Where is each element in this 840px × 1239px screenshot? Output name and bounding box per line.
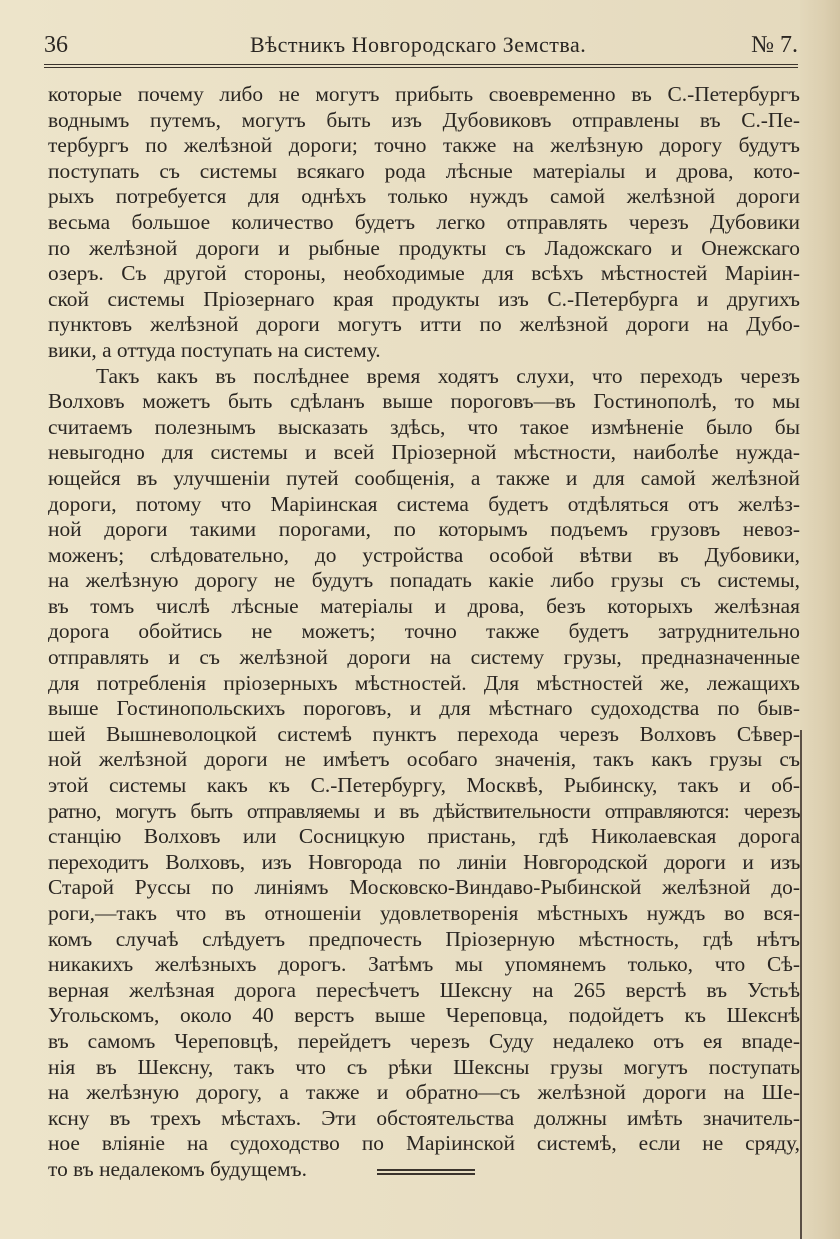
text-line: ратно, могутъ быть отправляемы и въ дѣйствительности отправляются: черезъ — [48, 798, 800, 823]
end-rule-2 — [377, 1173, 475, 1175]
text-line: станцію Волховъ или Сосницкую пристань, гдѣ Николаевская дорога — [48, 824, 800, 849]
header-rule — [44, 64, 798, 65]
text-line: ной дороги такими порогами, по которымъ подъемъ грузовъ невоз- — [48, 517, 800, 542]
journal-title: Вѣстникъ Новгородскаго Земства. — [250, 32, 587, 57]
text-line: Волховъ можетъ быть сдѣланъ выше пороговъ—въ Гостинополѣ, то мы — [48, 389, 800, 414]
text-line: озеръ. Съ другой стороны, необходимые для всѣхъ мѣстностей Маріин- — [48, 261, 800, 286]
text-line: рыхъ потребуется для однѣхъ только нуждъ самой желѣзной дороги — [48, 184, 800, 209]
text-line: которые почему либо не могутъ прибыть своевременно въ С.-Петербургъ — [48, 82, 800, 106]
text-line: верная желѣзная дорога пересѣчетъ Шексну на 265 верстѣ въ Устьѣ — [48, 977, 800, 1002]
text-line: по желѣзной дороги и рыбные продукты съ Ладожскаго и Онежскаго — [48, 235, 800, 260]
text-line: нія въ Шексну, такъ что съ рѣки Шексны грузы могутъ поступать — [48, 1054, 800, 1079]
text-line: считаемъ полезнымъ высказать здѣсь, что такое измѣненіе было бы — [48, 414, 800, 439]
text-line: на желѣзную дорогу не будутъ попадать какіе либо грузы съ системы, — [48, 568, 800, 593]
text-line: моженъ; слѣдовательно, до устройства особой вѣтви въ Дубовики, — [48, 542, 800, 567]
text-line: комъ случаѣ слѣдуетъ предпочесть Пріозерную мѣстность, гдѣ нѣтъ — [48, 926, 800, 951]
text-line: переходитъ Волховъ, изъ Новгорода по линіи Новгородской дороги и изъ — [48, 849, 800, 874]
text-line: вики, а оттуда поступать на систему. — [48, 337, 381, 362]
text-line: Угольскомъ, около 40 верстъ выше Череповца, подойдетъ къ Шекснѣ — [48, 1003, 800, 1028]
text-line: въ томъ числѣ лѣсные матеріалы и дрова, безъ которыхъ желѣзная — [48, 593, 800, 618]
text-line: весьма большое количество будетъ легко отправлять черезъ Дубовики — [48, 209, 800, 234]
text-line: въ самомъ Череповцѣ, перейдетъ черезъ Суду недалеко отъ ея впаде- — [48, 1028, 800, 1053]
text-line: ской системы Пріозернаго края продукты изъ С.-Петербурга и другихъ — [48, 286, 800, 311]
issue-number: № 7. — [751, 32, 798, 58]
text-line: воднымъ путемъ, могутъ быть изъ Дубовиковъ отправлены въ С.-Пе- — [48, 107, 800, 132]
text-line: на желѣзную дорогу, а также и обратно—съ желѣзной дороги на Ше- — [48, 1080, 800, 1105]
text-line: для потребленія пріозерныхъ мѣстностей. Для мѣстностей же, лежащихъ — [48, 670, 800, 695]
text-line: то въ недалекомъ будущемъ. — [48, 1156, 307, 1181]
header-rule-2 — [44, 67, 798, 68]
binding-line — [800, 730, 802, 1239]
text-line: роги,—такъ что въ отношеніи удовлетворенія мѣстныхъ нуждъ во вся- — [48, 901, 800, 925]
running-header — [44, 30, 798, 64]
text-line: ксну въ трехъ мѣстахъ. Эти обстоятельства должны имѣть значитель- — [48, 1105, 800, 1130]
text-line: этой системы какъ къ С.-Петербургу, Москвѣ, Рыбинску, такъ и об- — [48, 773, 800, 798]
text-line: дорога обойтись не можетъ; точно также будетъ затруднительно — [48, 619, 800, 644]
text-line: тербургъ по желѣзной дороги; точно также на желѣзную дорогу будутъ — [48, 133, 800, 158]
text-line: выше Гостинопольскихъ пороговъ, и для мѣстнаго судоходства по быв- — [48, 696, 800, 721]
text-line: отправлять и съ желѣзной дороги на систему грузы, предназначенные — [48, 645, 800, 670]
body-text — [48, 82, 800, 1183]
text-line: шей Вышневолоцкой системѣ пунктъ перехода черезъ Волховъ Сѣвер- — [48, 721, 800, 746]
text-line: невыгодно для системы и всей Пріозерной мѣстности, наиболѣе нужда- — [48, 440, 800, 465]
text-line: пунктовъ желѣзной дороги могутъ итти по желѣзной дороги на Дубо- — [48, 312, 800, 337]
text-line: ной желѣзной дороги не имѣетъ особаго значенія, такъ какъ грузы съ — [48, 747, 800, 772]
text-line: Такъ какъ въ послѣднее время ходятъ слухи, что переходъ черезъ — [96, 363, 800, 388]
text-line: никакихъ желѣзныхъ дорогъ. Затѣмъ мы упомянемъ только, что Сѣ- — [48, 952, 800, 977]
text-line: поступать съ системы всякаго рода лѣсные матеріалы и дрова, кото- — [48, 158, 800, 183]
end-rule — [377, 1169, 475, 1171]
text-line: ное вліяніе на судоходство по Маріинской системѣ, если не сряду, — [48, 1131, 800, 1156]
text-line: Старой Руссы по линіямъ Московско-Виндаво-Рыбинской желѣзной до- — [48, 875, 800, 900]
page-number: 36 — [44, 32, 68, 58]
text-line: ющейся въ улучшеніи путей сообщенія, а также и для самой желѣзной — [48, 465, 800, 490]
page-edge — [800, 0, 840, 1239]
text-line: дороги, потому что Маріинская система будетъ отдѣляться отъ желѣз- — [48, 491, 800, 516]
